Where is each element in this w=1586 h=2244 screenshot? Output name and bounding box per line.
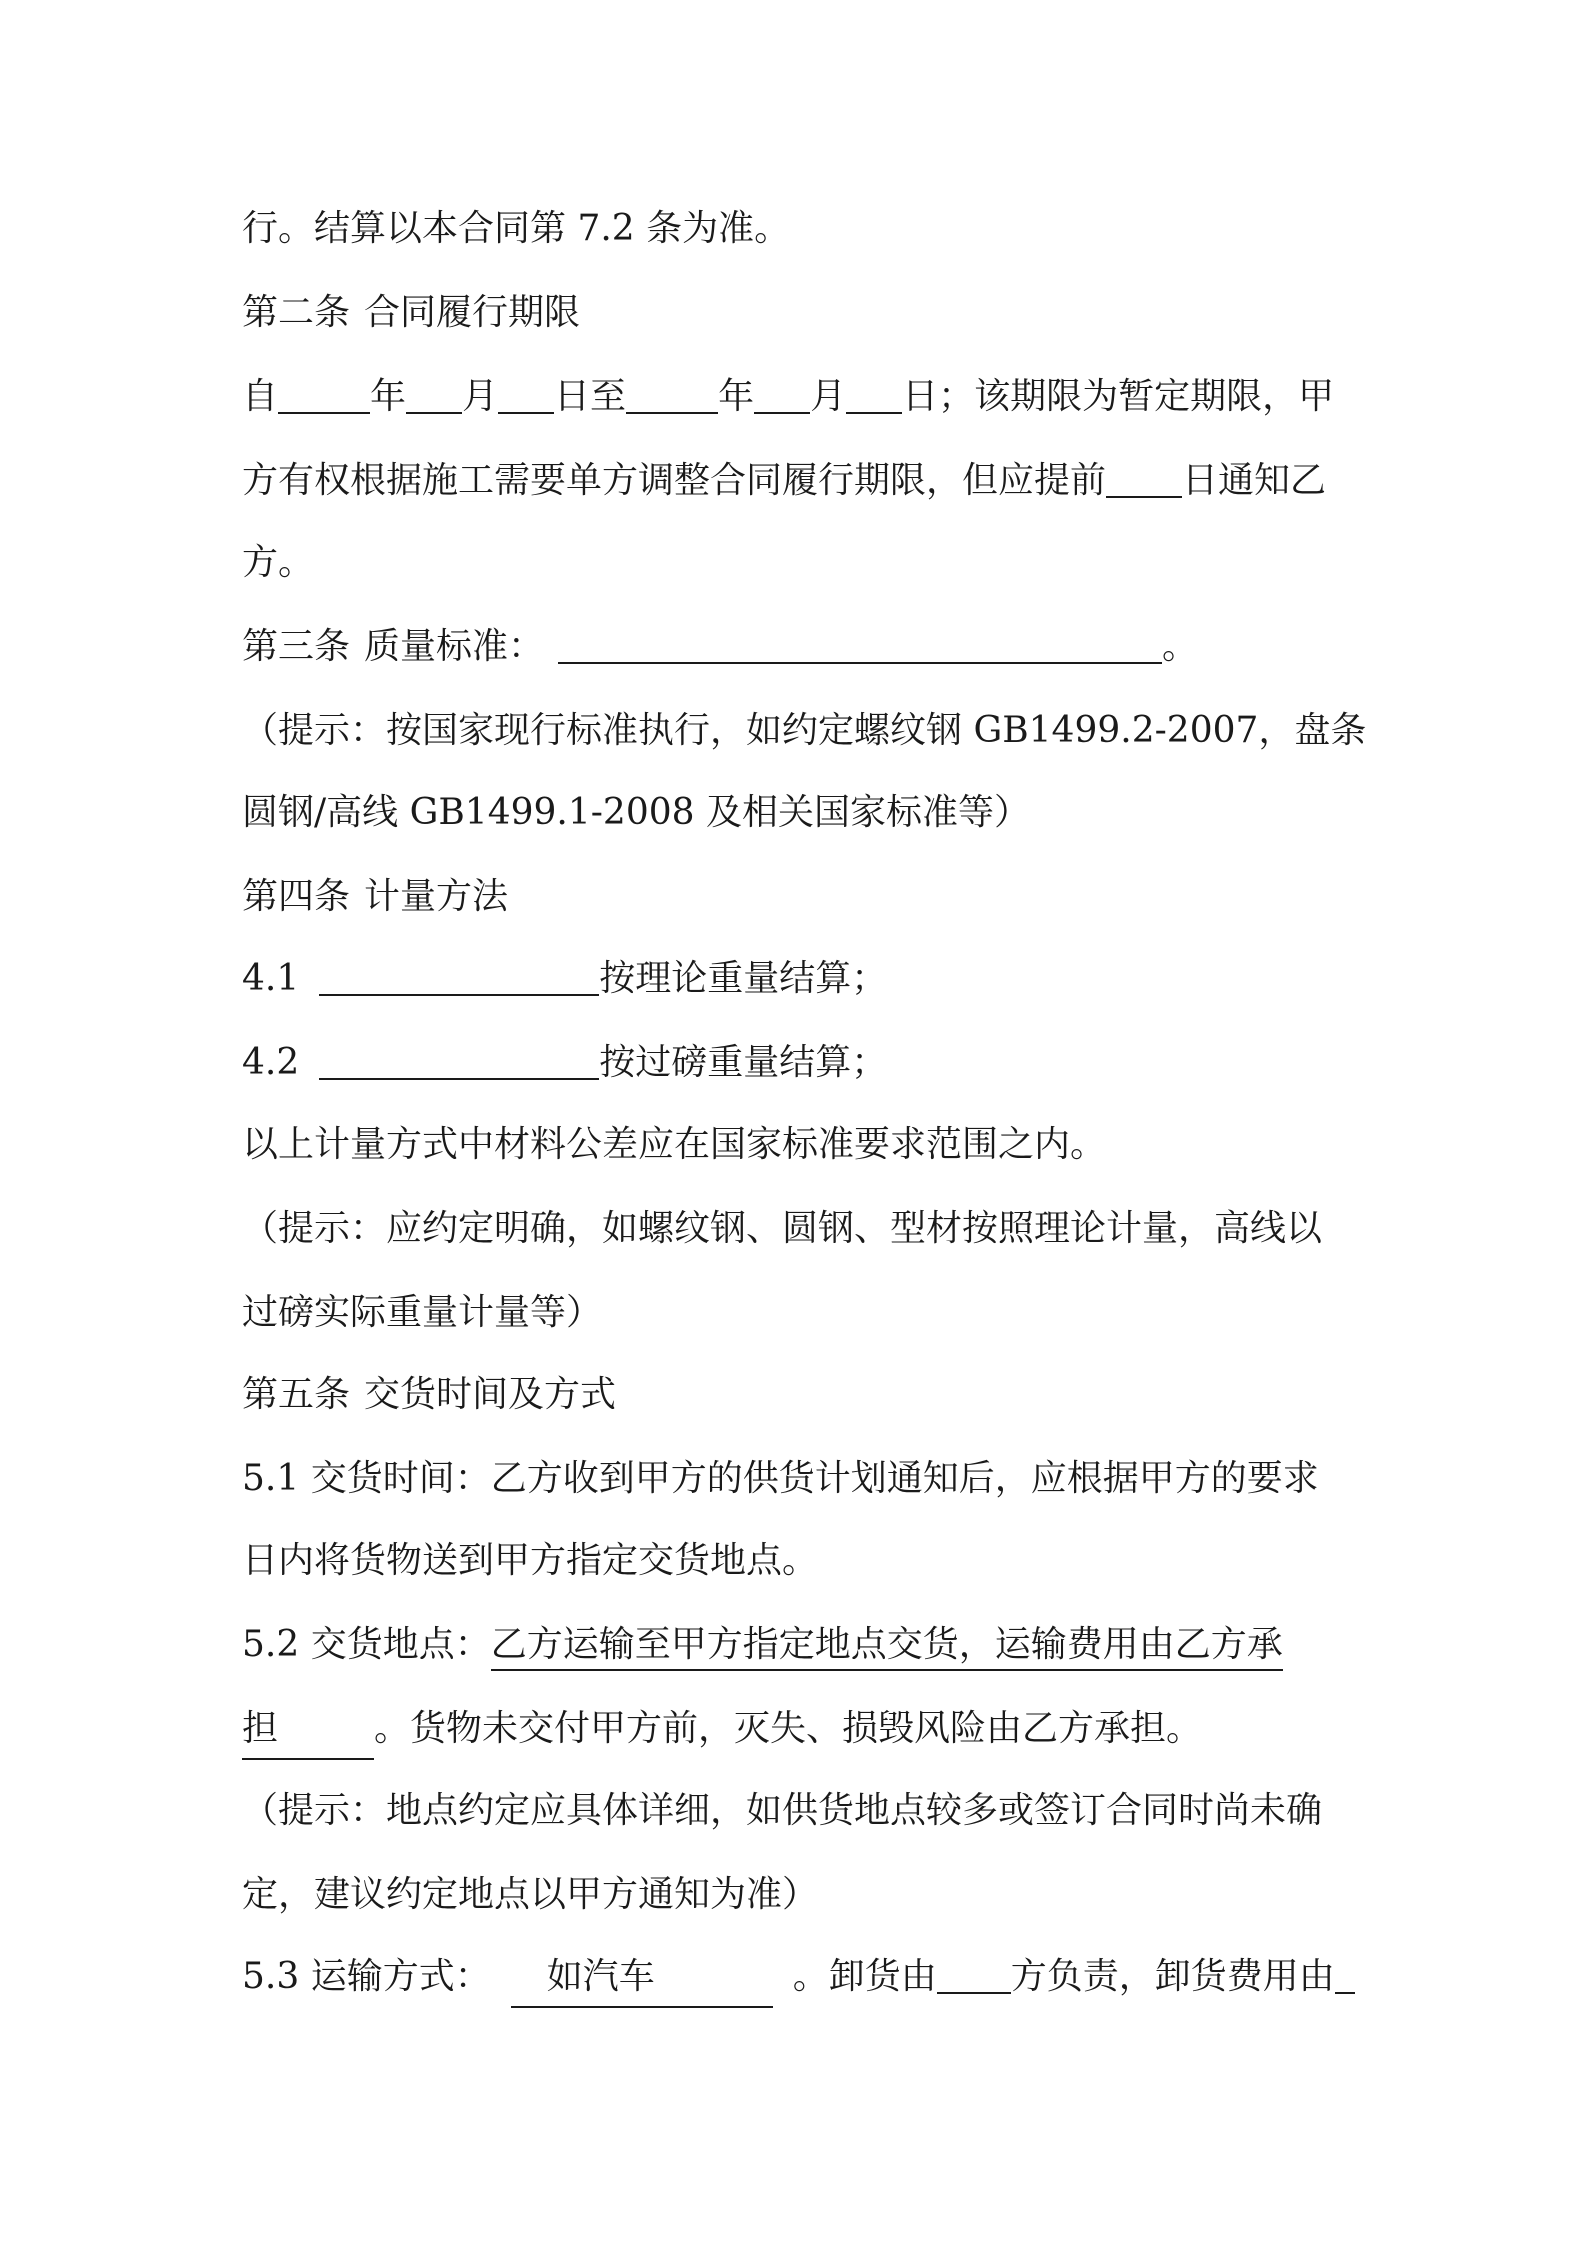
delivery-place-value-cont[interactable]: 担 [242, 1704, 374, 1760]
article-5-title: 交货时间及方式 [364, 1374, 617, 1415]
article-5-number: 第五条 [242, 1374, 351, 1415]
hint-measure-line-1 [242, 1204, 1362, 1254]
unloading-cost-text: 方负责，卸货费用由 [1010, 1956, 1335, 1997]
hint-place-line-2 [242, 1870, 1362, 1920]
start-month-blank[interactable] [406, 372, 462, 414]
quality-standard-blank[interactable] [558, 622, 1162, 664]
period-line [242, 372, 1362, 422]
hint-measure-text-2: 过磅实际重量计量等） [242, 1292, 603, 1333]
transport-label: 5.3 运输方式： [242, 1956, 491, 1997]
period-month-label: 月 [462, 376, 499, 417]
hint-quality-text-1: （提示：按国家现行标准执行，如约定螺纹钢 GB1499.2-2007，盘条 [242, 710, 1367, 751]
unloading-party-blank[interactable] [937, 1952, 1011, 1994]
unloading-cost-blank[interactable] [1335, 1952, 1355, 1994]
period-year-label: 年 [370, 376, 407, 417]
delivery-time-text-2: 日内将货物送到甲方指定交货地点。 [242, 1540, 819, 1581]
article-5-heading [242, 1370, 1362, 1420]
hint-place-text-2: 定，建议约定地点以甲方通知为准） [242, 1874, 819, 1915]
hint-quality-line-1 [242, 706, 1367, 756]
tolerance-note-text: 以上计量方式中材料公差应在国家标准要求范围之内。 [242, 1124, 1107, 1165]
period-notice-text: 日通知乙 [1182, 460, 1327, 501]
delivery-time-line-2 [242, 1536, 1362, 1586]
period-from: 自 [242, 376, 279, 417]
notice-days-blank[interactable] [1106, 456, 1182, 498]
weighed-weight-blank[interactable] [319, 1038, 599, 1080]
article-4-number: 第四条 [242, 876, 351, 917]
tolerance-note-line [242, 1120, 1362, 1170]
delivery-place-line-2 [242, 1704, 1362, 1760]
transport-method-value[interactable]: 如汽车 [511, 1952, 773, 2008]
end-year-blank[interactable] [626, 372, 718, 414]
article-2-heading [242, 288, 1362, 338]
hint-measure-text-1: （提示：应约定明确，如螺纹钢、圆钢、型材按照理论计量，高线以 [242, 1208, 1323, 1249]
article-3-period: 。 [1162, 626, 1199, 667]
end-day-blank[interactable] [846, 372, 902, 414]
hint-quality-text-2: 圆钢/高线 GB1499.1-2008 及相关国家标准等） [242, 792, 1030, 833]
period-end-month-label: 月 [810, 376, 847, 417]
text-line-settlement [242, 204, 1362, 254]
article-3-number: 第三条 [242, 626, 351, 667]
hint-quality-line-2 [242, 788, 1362, 838]
end-month-blank[interactable] [754, 372, 810, 414]
unloading-text: 。卸货由 [792, 1956, 937, 1997]
article-2-title: 合同履行期限 [364, 292, 581, 333]
delivery-place-label: 5.2 交货地点： [242, 1624, 491, 1665]
delivery-time-line-1 [242, 1454, 1362, 1504]
settlement-text: 行。结算以本合同第 7.2 条为准。 [242, 208, 791, 249]
start-day-blank[interactable] [498, 372, 554, 414]
article-4-title: 计量方法 [364, 876, 509, 917]
measure-4-2-number: 4.2 [242, 1042, 300, 1083]
period-adjust-line [242, 456, 1362, 506]
delivery-place-value[interactable]: 乙方运输至甲方指定地点交货，运输费用由乙方承 [491, 1624, 1283, 1671]
hint-place-line-1 [242, 1786, 1362, 1836]
hint-measure-line-2 [242, 1288, 1362, 1338]
measure-4-1 [242, 954, 1362, 1004]
period-day-to-label: 日至 [554, 376, 627, 417]
hint-place-text-1: （提示：地点约定应具体详细，如供货地点较多或签订合同时尚未确 [242, 1790, 1323, 1831]
article-2-number: 第二条 [242, 292, 351, 333]
period-adjust-text: 方有权根据施工需要单方调整合同履行期限，但应提前 [242, 460, 1107, 501]
delivery-time-text-1: 5.1 交货时间：乙方收到甲方的供货计划通知后，应根据甲方的要求 [242, 1458, 1319, 1499]
period-end-word: 方。 [242, 542, 315, 583]
theoretical-weight-blank[interactable] [319, 954, 599, 996]
delivery-place-line-1 [242, 1620, 1362, 1670]
measure-4-2 [242, 1038, 1362, 1088]
period-end-line [242, 538, 1362, 588]
article-3-heading [242, 622, 1362, 672]
article-3-title: 质量标准： [364, 626, 545, 667]
transport-line [242, 1952, 1362, 2008]
delivery-risk-text: 。货物未交付甲方前，灭失、损毁风险由乙方承担。 [374, 1708, 1203, 1749]
period-end-text: 日；该期限为暂定期限，甲 [902, 376, 1335, 417]
measure-4-1-text: 按理论重量结算； [599, 958, 888, 999]
measure-4-2-text: 按过磅重量结算； [599, 1042, 888, 1083]
period-end-year-label: 年 [718, 376, 755, 417]
measure-4-1-number: 4.1 [242, 958, 300, 999]
article-4-heading [242, 872, 1362, 922]
start-year-blank[interactable] [278, 372, 370, 414]
